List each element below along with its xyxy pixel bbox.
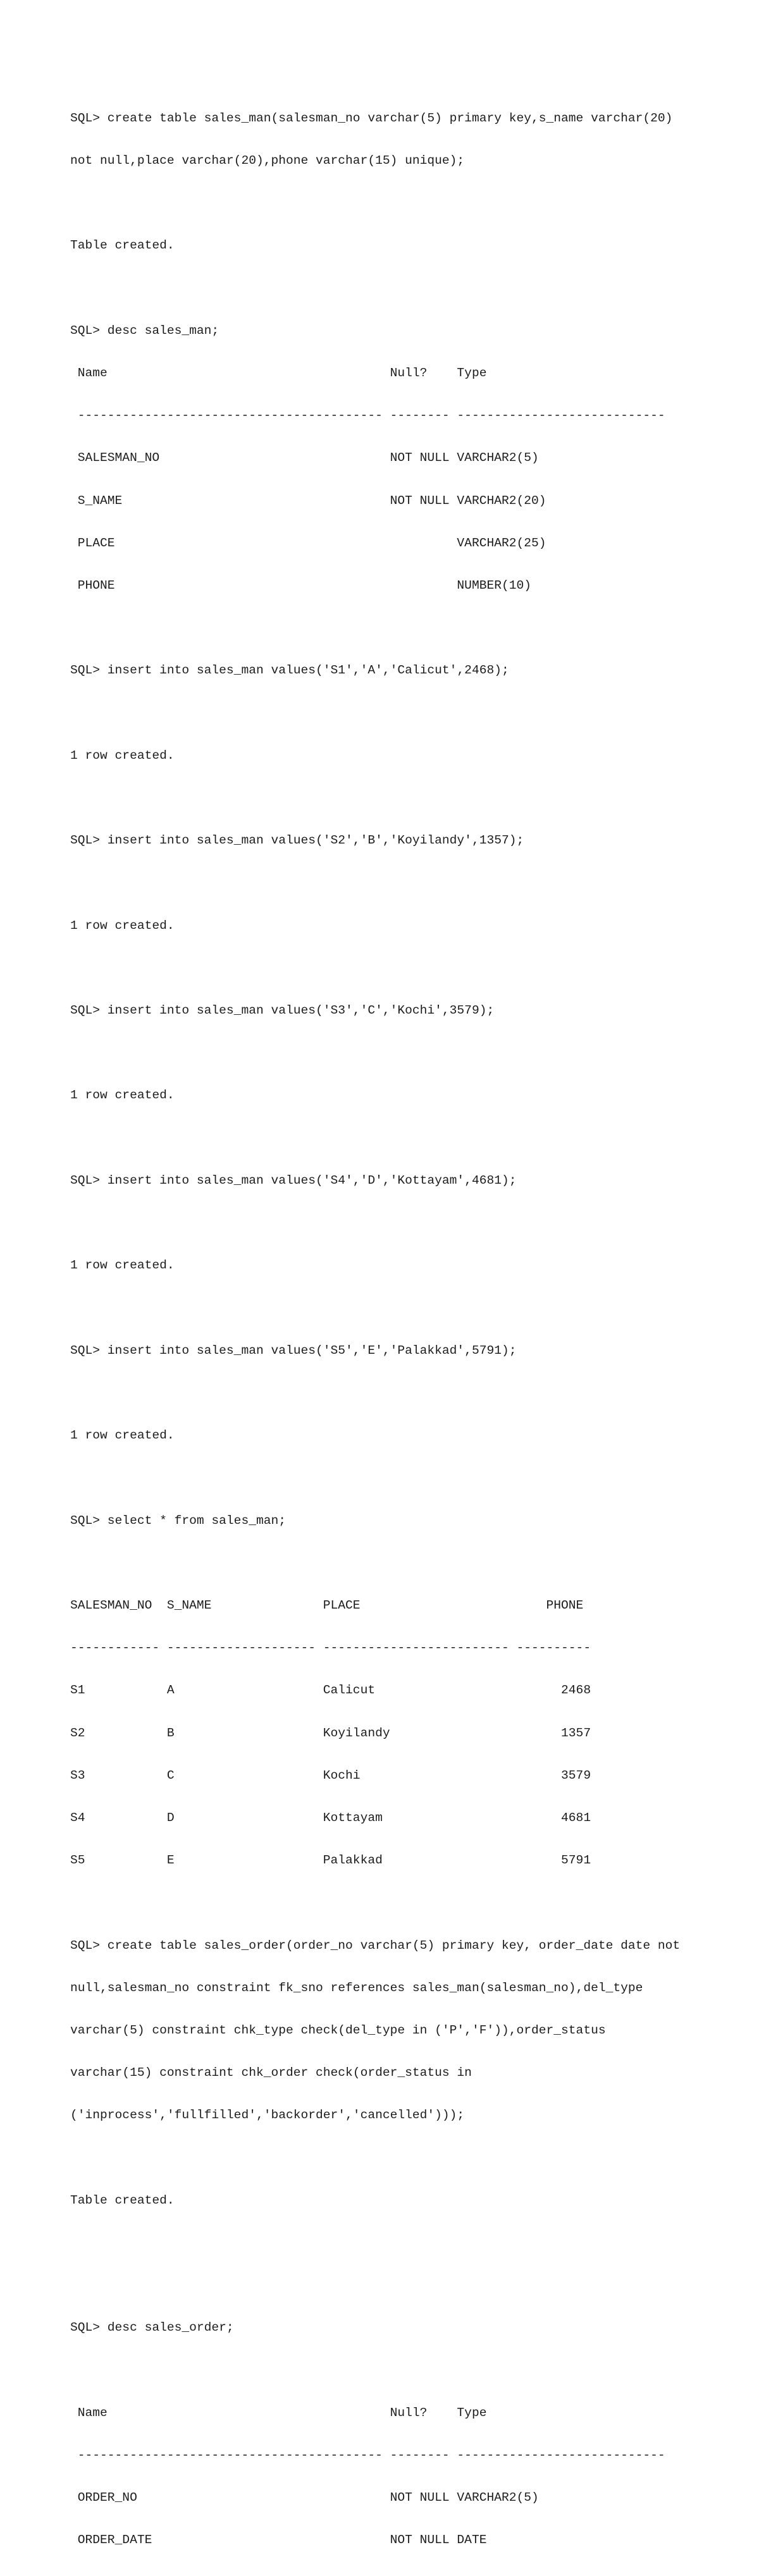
sql-command-line: null,salesman_no constraint fk_sno references sales_man(salesman_no),del_type (70, 1980, 643, 1995)
blank-line (70, 1556, 680, 1570)
desc-row: S_NAME NOT NULL VARCHAR2(20) (70, 493, 546, 508)
blank-line (70, 1386, 680, 1400)
sql-output-line: Table created. (70, 238, 175, 253)
sql-command-line: SQL> insert into sales_man values('S3','C','Kochi',3579); (70, 1003, 495, 1018)
sql-transcript (70, 83, 680, 2576)
desc-header-row: Name Null? Type (70, 366, 487, 381)
blank-line (70, 706, 680, 720)
sql-output-line: 1 row created. (70, 1258, 175, 1273)
desc-row: SALESMAN_NO NOT NULL VARCHAR2(5) (70, 451, 539, 465)
desc-row: ORDER_DATE NOT NULL DATE (70, 2533, 487, 2548)
sql-command-line: not null,place varchar(20),phone varchar(15) unique); (70, 154, 465, 168)
sql-command-line: varchar(5) constraint chk_type check(del_type in ('P','F')),order_status (70, 2023, 606, 2037)
blank-line (70, 876, 680, 890)
desc-separator-row: ----------------------------------------- -------- ---------------------------- (70, 2448, 665, 2462)
desc-separator-row: ----------------------------------------- -------- ---------------------------- (70, 408, 665, 423)
sql-output-line: Table created. (70, 2193, 175, 2207)
result-row: S3 C Kochi 3579 (70, 1768, 591, 1782)
sql-output-line: 1 row created. (70, 748, 175, 763)
sql-command-line: SQL> desc sales_man; (70, 323, 219, 338)
result-row: S1 A Calicut 2468 (70, 1683, 591, 1698)
sql-command-line: SQL> insert into sales_man values('S4','D','Kottayam',4681); (70, 1173, 517, 1187)
sql-output-line: 1 row created. (70, 1088, 175, 1103)
result-separator-row: ------------ -------------------- ------------------------- ---------- (70, 1641, 591, 1655)
blank-line (70, 961, 680, 975)
blank-line (70, 2364, 680, 2377)
sql-command-line: varchar(15) constraint chk_order check(order_status in (70, 2066, 472, 2080)
desc-row: PHONE NUMBER(10) (70, 579, 532, 593)
desc-header-row: Name Null? Type (70, 2405, 487, 2420)
result-row: S4 D Kottayam 4681 (70, 1810, 591, 1825)
sql-output-line: 1 row created. (70, 918, 175, 933)
blank-line (70, 196, 680, 210)
blank-line (70, 1216, 680, 1230)
blank-line (70, 1046, 680, 1060)
blank-line (70, 791, 680, 805)
sql-output-line: 1 row created. (70, 1428, 175, 1443)
sql-command-line: SQL> insert into sales_man values('S2','B','Koyilandy',1357); (70, 833, 524, 848)
blank-line (70, 1896, 680, 1910)
result-row: S5 E Palakkad 5791 (70, 1853, 591, 1868)
result-row: S2 B Koyilandy 1357 (70, 1726, 591, 1740)
blank-line (70, 281, 680, 295)
sql-command-line: SQL> create table sales_man(salesman_no varchar(5) primary key,s_name varchar(20) (70, 111, 673, 125)
blank-line (70, 1471, 680, 1485)
blank-line (70, 2151, 680, 2165)
sql-command-line: SQL> desc sales_order; (70, 2321, 234, 2335)
sql-command-line: SQL> insert into sales_man values('S5','E','Palakkad',5791); (70, 1343, 517, 1358)
desc-row: ORDER_NO NOT NULL VARCHAR2(5) (70, 2491, 539, 2505)
sql-command-line: SQL> insert into sales_man values('S1','A','Calicut',2468); (70, 663, 509, 678)
blank-line (70, 621, 680, 635)
blank-line (70, 1131, 680, 1145)
result-header-row: SALESMAN_NO S_NAME PLACE PHONE (70, 1598, 584, 1612)
blank-line (70, 2278, 680, 2292)
sql-command-line: SQL> create table sales_order(order_no varchar(5) primary key, order_date date not (70, 1938, 681, 1953)
blank-line (70, 1301, 680, 1315)
desc-row: PLACE VARCHAR2(25) (70, 536, 546, 550)
sql-command-line: SQL> select * from sales_man; (70, 1513, 286, 1528)
sql-command-line: ('inprocess','fullfilled','backorder','cancelled'))); (70, 2108, 465, 2123)
blank-line (70, 2236, 680, 2250)
